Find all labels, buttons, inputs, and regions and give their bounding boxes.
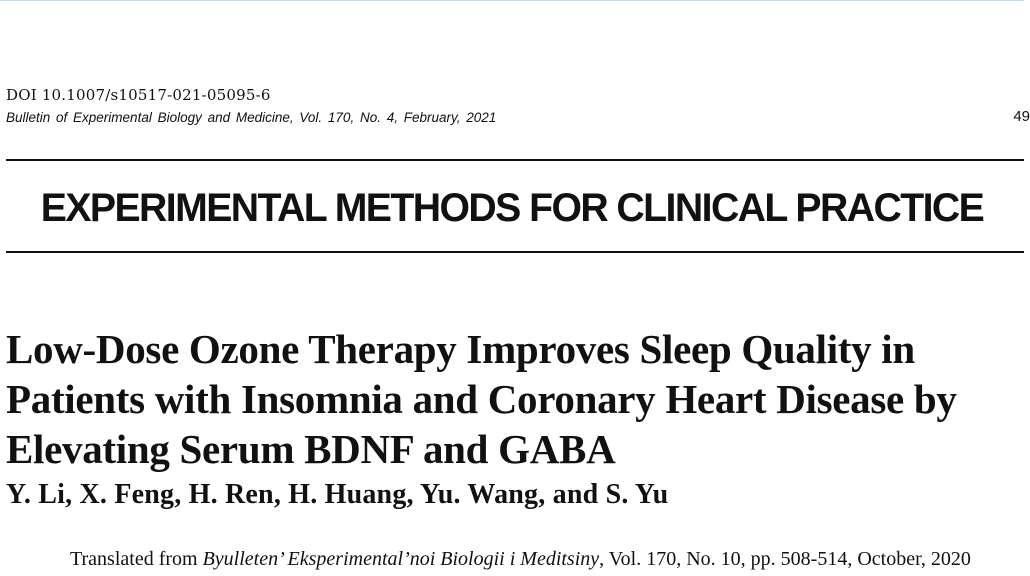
section-rule-top <box>6 159 1024 161</box>
translation-note <box>70 548 971 571</box>
section-heading: EXPERIMENTAL METHODS FOR CLINICAL PRACTICE <box>40 186 984 230</box>
translation-details: , Vol. 170, No. 10, pp. 508-514, October, 2020 <box>599 548 971 570</box>
window-top-border <box>0 0 1024 1</box>
translation-prefix: Translated from <box>70 548 203 570</box>
section-rule-bottom <box>6 251 1024 253</box>
article-title: Low-Dose Ozone Therapy Improves Sleep Quality in Patients with Insomnia and Coronary Heart Disease by Elevating Serum BDNF and GABA <box>6 326 957 472</box>
journal-citation: Bulletin of Experimental Biology and Medicine, Vol. 170, No. 4, February, 2021 <box>6 110 497 125</box>
page-number: 49 <box>1013 108 1030 125</box>
author-list: Y. Li, X. Feng, H. Ren, H. Huang, Yu. Wang, and S. Yu <box>6 479 669 510</box>
original-journal-name: Byulleten’ Eksperimental’noi Biologii i Meditsiny <box>202 548 600 570</box>
doi-line[interactable]: DOI 10.1007/s10517-021-05095-6 <box>6 86 271 104</box>
